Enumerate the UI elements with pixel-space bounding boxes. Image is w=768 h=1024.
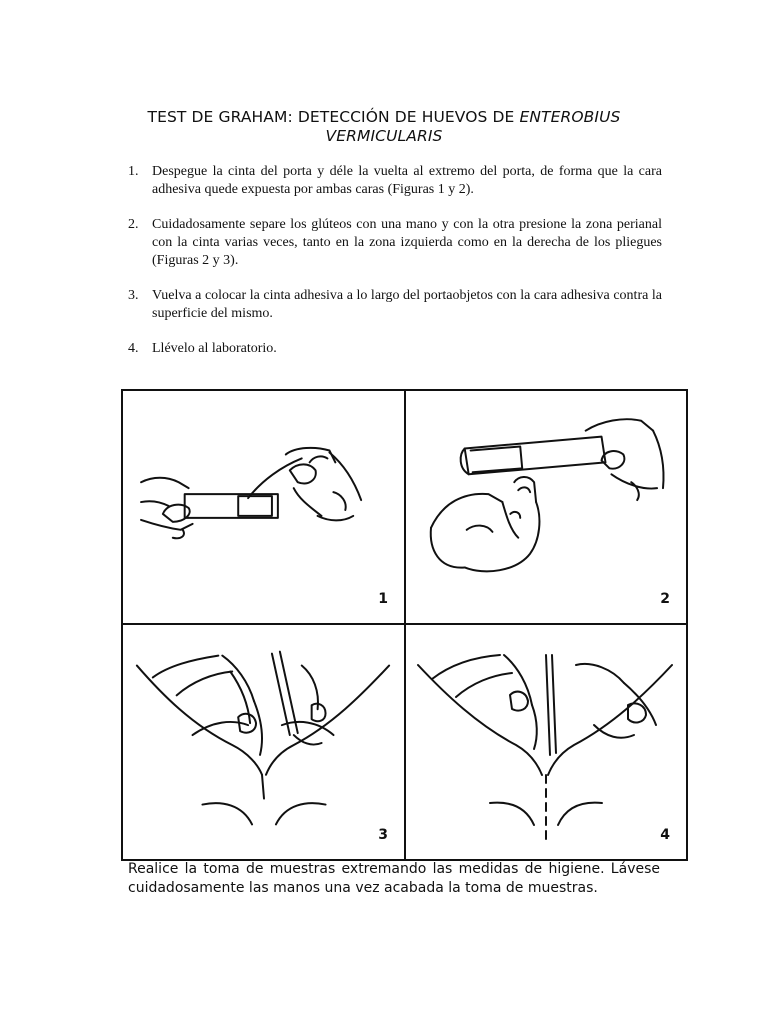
figure-number: 3 — [378, 827, 388, 843]
figure-number: 4 — [660, 827, 670, 843]
step-text: Vuelva a colocar la cinta adhesiva a lo largo del portaobjetos con la cara adhesiva contra la superficie del mismo. — [152, 288, 662, 321]
title-text: TEST DE GRAHAM: DETECCIÓN DE HUEVOS DE — [147, 108, 520, 126]
step-text: Despegue la cinta del porta y déle la vuelta al extremo del porta, de forma que la cara adhesiva quede expuesta por ambas caras (Figuras 1 y 2). — [152, 164, 662, 197]
figure-grid — [121, 389, 688, 861]
step-number: 2. — [128, 217, 139, 232]
title-line-2 — [120, 127, 648, 146]
title-italic-genus: ENTEROBIUS — [519, 108, 621, 126]
step-text: Llévelo al laboratorio. — [152, 341, 277, 356]
step-number: 3. — [128, 288, 139, 303]
instruction-step — [128, 340, 662, 358]
step-number: 4. — [128, 341, 139, 356]
figure-4-panel — [406, 625, 686, 859]
figure-3-panel — [123, 625, 406, 859]
title-italic-species: VERMICULARIS — [325, 127, 443, 145]
figure-2-panel — [406, 391, 686, 625]
figure-1-illustration — [123, 391, 404, 623]
figure-3-illustration — [123, 625, 404, 859]
figure-number: 2 — [660, 591, 670, 607]
figure-1-panel — [123, 391, 406, 625]
figure-2-illustration — [406, 391, 686, 623]
hygiene-note: Realice la toma de muestras extremando las medidas de higiene. Lávese cuidadosamente las manos una vez acabada la toma de muestras. — [128, 861, 660, 896]
step-text: Cuidadosamente separe los glúteos con una mano y con la otra presione la zona perianal con la cinta varias veces, tanto en la zona izquierda como en la derecha de los pliegues (Figuras 2 y 3). — [152, 217, 662, 268]
figure-4-illustration — [406, 625, 686, 859]
instruction-step — [128, 163, 662, 199]
instruction-list — [128, 163, 662, 375]
document-title — [120, 108, 648, 146]
step-number: 1. — [128, 164, 139, 179]
instruction-step — [128, 216, 662, 270]
title-line-1 — [120, 108, 648, 127]
figure-number: 1 — [378, 591, 388, 607]
instruction-step — [128, 287, 662, 323]
